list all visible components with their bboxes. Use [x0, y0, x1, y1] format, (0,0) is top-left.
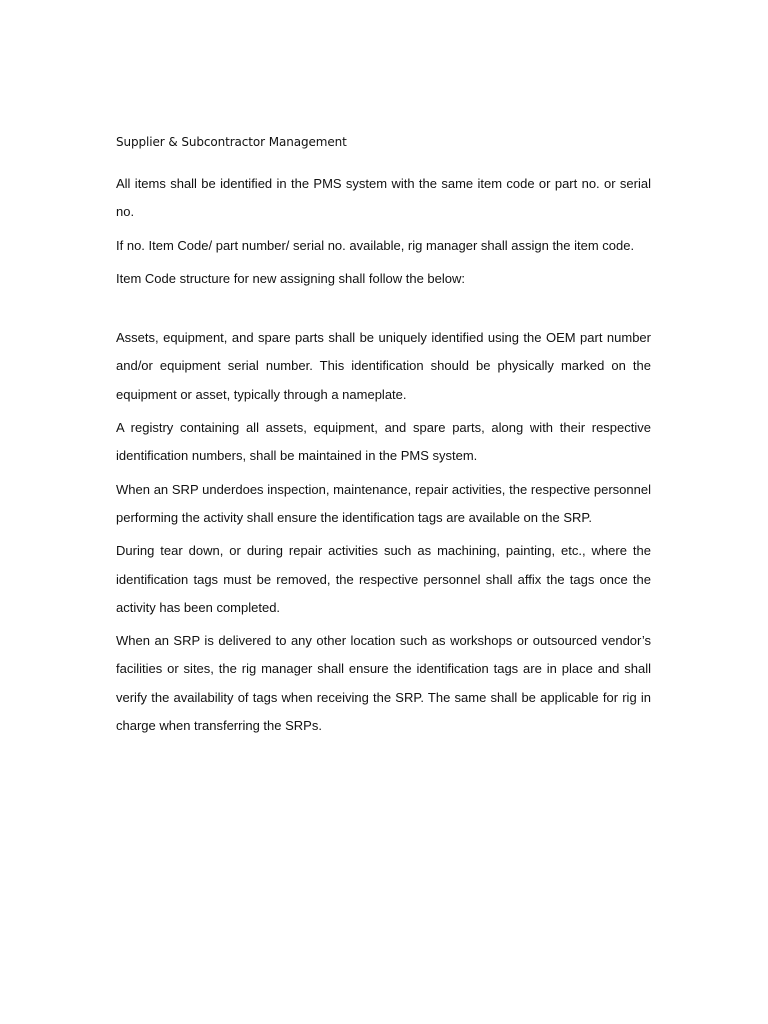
paragraph-item-identification: All items shall be identified in the PMS system with the same item code or part no. or serial no.	[116, 176, 651, 220]
paragraph-item-code-structure: Item Code structure for new assigning shall follow the below:	[116, 270, 466, 286]
paragraph-oem-identification: Assets, equipment, and spare parts shall be uniquely identified using the OEM part number and/or equipment serial number. This identification should be physically marked on the equipment or asset, typically through a nameplate.	[116, 330, 651, 402]
paragraph-tear-down: During tear down, or during repair activities such as machining, painting, etc., where the identification tags must be removed, the respective personnel shall affix the tags once the activity has been completed.	[116, 543, 651, 615]
paragraph-item-code-assignment: If no. Item Code/ part number/ serial no. available, rig manager shall assign the item code.	[116, 237, 635, 253]
document-content	[116, 133, 651, 745]
blank-line	[116, 298, 651, 324]
paragraph-srp-inspection: When an SRP underdoes inspection, maintenance, repair activities, the respective personnel performing the activity shall ensure the identification tags are available on the SRP.	[116, 481, 651, 525]
section-heading: Supplier & Subcontractor Management	[116, 135, 347, 149]
paragraph-registry: A registry containing all assets, equipment, and spare parts, along with their respective identification numbers, shall be maintained in the PMS system.	[116, 420, 651, 464]
paragraph-srp-delivery: When an SRP is delivered to any other location such as workshops or outsourced vendor’s facilities or sites, the rig manager shall ensure the identification tags are in place and shall verify the availability of tags when receiving the SRP. The same shall be applicable for rig in charge when transferring the SRPs.	[116, 633, 651, 734]
